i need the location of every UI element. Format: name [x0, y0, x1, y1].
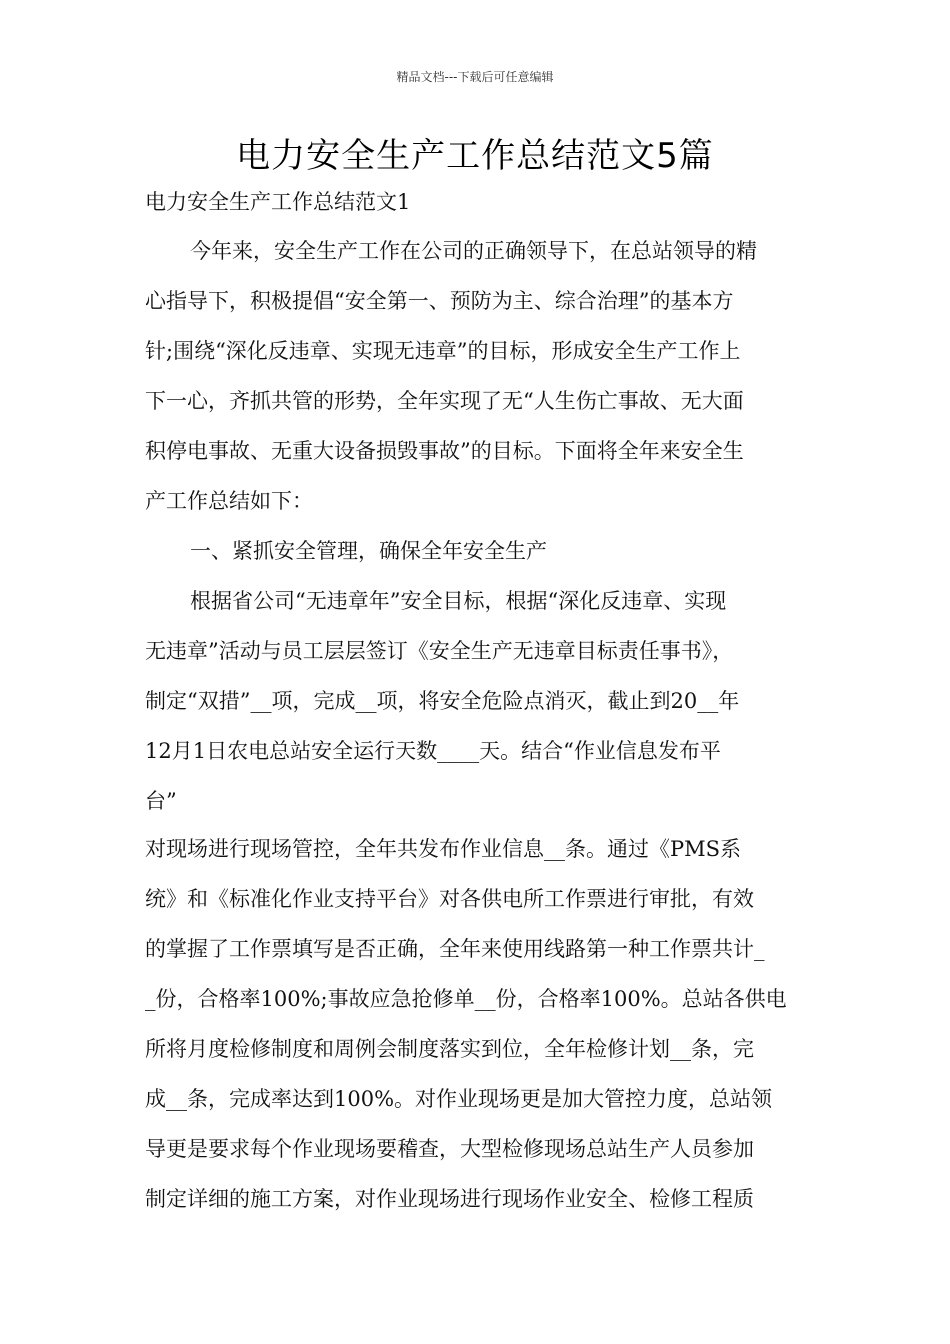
subsection-heading: 一、紧抓安全管理，确保全年安全生产 [190, 539, 547, 563]
paragraph-line: 制定“双措”__项，完成__项，将安全危险点消灭，截止到20__年 [145, 689, 740, 713]
paragraph-line: 根据省公司“无违章年”安全目标，根据“深化反违章、实现 [190, 589, 727, 613]
paragraph-line: 的掌握了工作票填写是否正确，全年来使用线路第一种工作票共计_ [145, 937, 765, 961]
paragraph-line: 无违章”活动与员工层层签订《安全生产无违章目标责任事书》， [145, 639, 734, 663]
paragraph-line: 针;围绕“深化反违章、实现无违章”的目标，形成安全生产工作上 [145, 339, 741, 363]
paragraph-line: 成__条，完成率达到100%。对作业现场更是加大管控力度，总站领 [145, 1087, 773, 1111]
paragraph-line: 对现场进行现场管控，全年共发布作业信息__条。通过《PMS系 [145, 837, 742, 861]
paragraph-line: 积停电事故、无重大设备损毁事故”的目标。下面将全年来安全生 [145, 439, 744, 463]
paragraph-line: 心指导下，积极提倡“安全第一、预防为主、综合治理”的基本方 [145, 289, 734, 313]
paragraph-line: 导更是要求每个作业现场要稽查，大型检修现场总站生产人员参加 [145, 1137, 754, 1161]
header-note: 精品文档---下载后可任意编辑 [396, 70, 554, 84]
document-title: 电力安全生产工作总结范文5篇 [236, 136, 714, 176]
paragraph-line: 下一心，齐抓共管的形势，全年实现了无“人生伤亡事故、无大面 [145, 389, 744, 413]
paragraph-line: 制定详细的施工方案，对作业现场进行现场作业安全、检修工程质 [145, 1187, 754, 1211]
section-heading: 电力安全生产工作总结范文1 [145, 190, 411, 214]
paragraph-line: 所将月度检修制度和周例会制度落实到位，全年检修计划__条，完 [145, 1037, 754, 1061]
paragraph-line: _份，合格率100%;事故应急抢修单__份，合格率100%。总站各供电 [145, 987, 787, 1011]
paragraph-line: 12月1日农电总站安全运行天数____天。结合“作业信息发布平 [145, 739, 721, 763]
paragraph-line: 台” [145, 789, 177, 813]
paragraph-line: 统》和《标准化作业支持平台》对各供电所工作票进行审批，有效 [145, 887, 754, 911]
paragraph-line: 产工作总结如下： [145, 489, 313, 513]
paragraph-line: 今年来，安全生产工作在公司的正确领导下，在总站领导的精 [190, 239, 757, 263]
